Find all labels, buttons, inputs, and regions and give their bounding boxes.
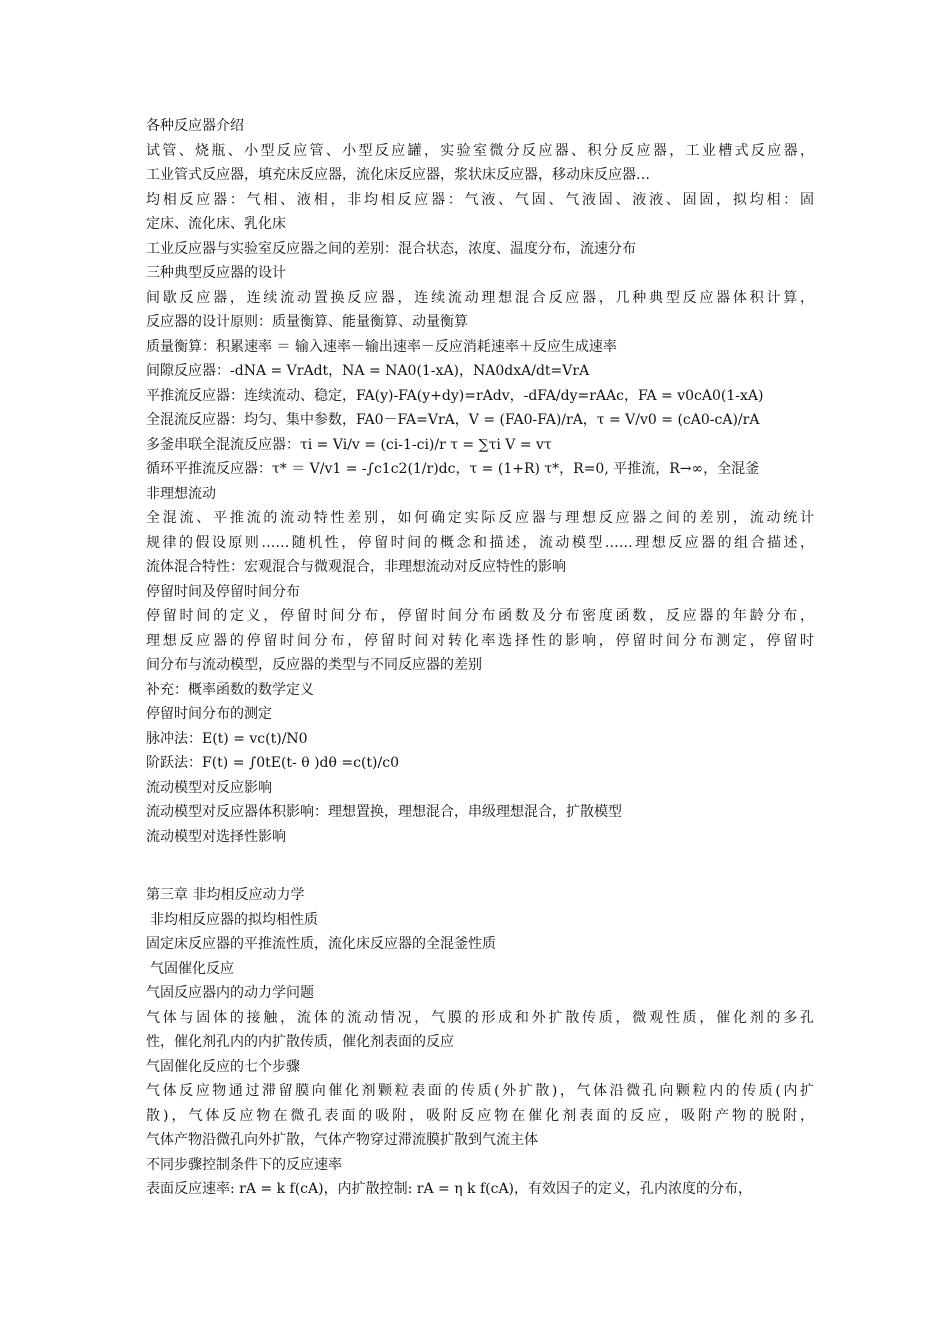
formula-line: 阶跃法：F(t) = ∫0tE(t- θ )dθ =c(t)/c0: [146, 755, 399, 771]
text-line: 气体反应物通过滞留膜向催化剂颗粒表面的传质(外扩散)，气体沿微孔向颗粒内的传质(内扩: [146, 1083, 814, 1099]
heading-gas-solid-catalysis: 气固催化反应: [150, 960, 234, 977]
formula-line: 多釜串联全混流反应器：τi = Vi/v = (ci-1-ci)/r τ = ∑τi V = vτ: [146, 436, 552, 453]
text-line: 气体与固体的接触，流体的流动情况，气膜的形成和外扩散传质，微观性质，催化剂的多孔: [146, 1009, 814, 1026]
text-line: 工业管式反应器，填充床反应器，流化床反应器，浆状床反应器，移动床反应器…: [146, 167, 650, 183]
chapter-title: 第三章 非均相反应动力学: [146, 887, 305, 903]
formula-line: 循环平推流反应器：τ* ＝ V/v1 = -∫c1c2(1/r)dc，τ = (1+R) τ*，R=0, 平推流，R→∞，全混釜: [146, 461, 760, 477]
text-line: 规律的假设原则……随机性，停留时间的概念和描述，流动模型……理想反应器的组合描述，: [146, 534, 814, 551]
heading-rtd-measurement: 停留时间分布的测定: [146, 706, 272, 722]
text-line: 间歇反应器，连续流动置换反应器，连续流动理想混合反应器，几种典型反应器体积计算，: [146, 289, 814, 306]
text-line: 流体混合特性：宏观混合与微观混合，非理想流动对反应特性的影响: [146, 559, 566, 575]
text-line: 质量衡算：积累速率 ＝ 输入速率－输出速率－反应消耗速率＋反应生成速率: [146, 338, 617, 355]
text-line: 气固反应器内的动力学问题: [146, 985, 314, 1001]
text-line: 定床、流化床、乳化床: [146, 216, 286, 232]
text-line: 补充：概率函数的数学定义: [146, 681, 314, 698]
text-line: 反应器的设计原则：质量衡算、能量衡算、动量衡算: [146, 314, 468, 330]
text-line: 气固催化反应的七个步骤: [146, 1058, 300, 1075]
text-line: 理想反应器的停留时间分布，停留时间对转化率选择性的影响，停留时间分布测定，停留时: [146, 632, 814, 649]
heading-nonideal-flow: 非理想流动: [146, 485, 216, 502]
text-line: 停留时间的定义，停留时间分布，停留时间分布函数及分布密度函数，反应器的年龄分布，: [146, 608, 814, 624]
text-line: 工业反应器与实验室反应器之间的差别：混合状态，浓度、温度分布，流速分布: [146, 240, 636, 257]
text-line: 流动模型对反应器体积影响：理想置换，理想混合，串级理想混合，扩散模型: [146, 804, 622, 820]
text-line: 流动模型对选择性影响: [146, 828, 286, 845]
text-line: 不同步骤控制条件下的反应速率: [146, 1156, 342, 1173]
heading-residence-time: 停留时间及停留时间分布: [146, 583, 300, 600]
formula-line: 间隙反应器：-dNA = VrAdt，NA = NA0(1-xA)，NA0dxA/dt=VrA: [146, 363, 590, 379]
text-line: 固定床反应器的平推流性质，流化床反应器的全混釜性质: [146, 936, 496, 952]
text-line: 气体产物沿微孔向外扩散，气体产物穿过滞流膜扩散到气流主体: [146, 1132, 538, 1148]
formula-line: 脉冲法：E(t) = vc(t)/N0: [146, 730, 308, 747]
text-line: 性，催化剂孔内的内扩散传质，催化剂表面的反应: [146, 1034, 454, 1050]
text-line: 间分布与流动模型，反应器的类型与不同反应器的差别: [146, 657, 482, 673]
formula-line: 平推流反应器：连续流动、稳定，FA(y)-FA(y+dy)=rAdv，-dFA/dy=rAAc，FA = v0cA0(1-xA): [146, 387, 764, 404]
heading-reactor-design: 三种典型反应器的设计: [146, 265, 286, 281]
heading-pseudo-homogeneous: 非均相反应器的拟均相性质: [150, 911, 318, 928]
heading-flow-model: 流动模型对反应影响: [146, 779, 272, 796]
formula-line: 表面反应速率: rA = k f(cA)，内扩散控制: rA = η k f(cA)，有效因子的定义，孔内浓度的分布，: [146, 1181, 753, 1197]
text-line: 试管、烧瓶、小型反应管、小型反应罐，实验室微分反应器、积分反应器，工业槽式反应器，: [146, 142, 814, 159]
blank-gap: [146, 849, 814, 883]
text-line: 散)，气体反应物在微孔表面的吸附，吸附反应物在催化剂表面的反应，吸附产物的脱附，: [146, 1107, 814, 1124]
heading-reactor-intro: 各种反应器介绍: [146, 118, 244, 134]
document-page: [146, 114, 814, 1202]
text-line: 全混流、平推流的流动特性差别，如何确定实际反应器与理想反应器之间的差别，流动统计: [146, 510, 814, 526]
formula-line: 全混流反应器：均匀、集中参数，FA0－FA=VrA，V = (FA0-FA)/rA，τ = V/v0 = (cA0-cA)/rA: [146, 412, 760, 428]
text-line: 均相反应器：气相、液相，非均相反应器：气液、气固、气液固、液液、固固，拟均相：固: [146, 191, 814, 208]
